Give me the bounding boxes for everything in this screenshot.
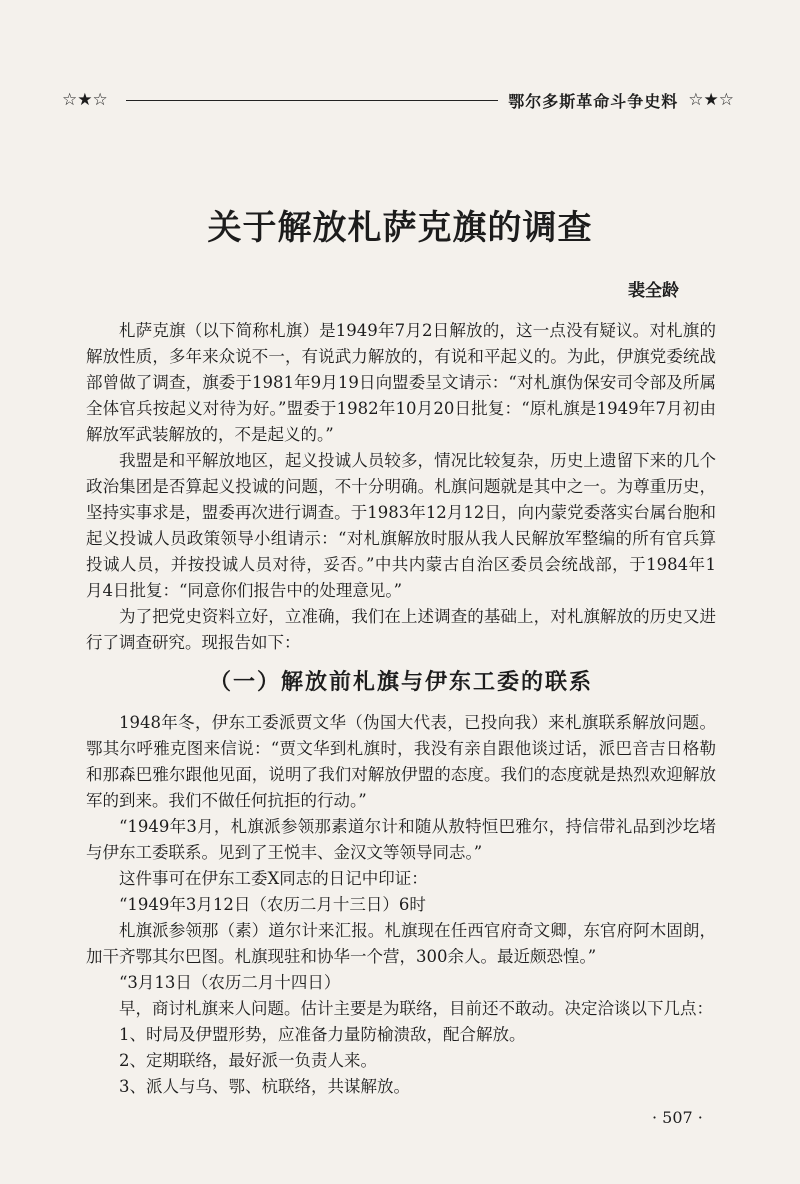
paragraph: “3月13日（农历二月十四日） (119, 973, 341, 992)
article-title: 关于解放札萨克旗的调查 (207, 208, 593, 248)
header-rule (126, 100, 499, 101)
paragraph: 3、派人与乌、鄂、杭联络，共谋解放。 (119, 1077, 410, 1096)
header-title: 鄂尔多斯革命斗争史料 (508, 91, 679, 111)
paragraph: 札萨克旗（以下简称札旗）是1949年7月2日解放的，这一点没有疑议。对札旗的解放性质，多年来众说不一，有说武力解放的，有说和平起义的。为此，伊旗党委统战部曾做了调查，旗委于1981年9月19日向盟委呈文请示：“对札旗伪保安司令部及所属全体官兵按起义对待为好。”盟委于1982年10月20日批复：“原札旗是1949年7月初由解放军武装解放的，不是起义的。” (86, 321, 716, 444)
paragraph: 札旗派参领那（素）道尔计来汇报。札旗现在任西官府奇文卿，东官府阿木固朗，加干齐鄂其尔巴图。札旗现驻和协华一个营，300余人。最近颇恐惶。” (86, 921, 716, 966)
paragraph: “1949年3月，札旗派参领那素道尔计和随从敖特恒巴雅尔，持信带礼品到沙圪堵与伊东工委联系。见到了王悦丰、金汉文等领导同志。” (86, 817, 716, 862)
page-number: · 507 · (652, 1108, 703, 1127)
star-ornament-left: ☆★☆ (62, 90, 108, 110)
star-ornament-right: ☆★☆ (688, 90, 734, 110)
paragraph: 1948年冬，伊东工委派贾文华（伪国大代表，已投向我）来札旗联系解放问题。鄂其尔呼雅克图来信说：“贾文华到札旗时，我没有亲自跟他谈过话，派巴音吉日格勒和那森巴雅尔跟他见面，说明了我们对解放伊盟的态度。我们的态度就是热烈欢迎解放军的到来。我们不做任何抗拒的行动。” (86, 713, 716, 810)
article-body (86, 318, 716, 1100)
paragraph: 这件事可在伊东工委X同志的日记中印证： (119, 869, 428, 888)
paragraph: 为了把党史资料立好，立准确，我们在上述调查的基础上，对札旗解放的历史又进行了调查研究。现报告如下： (86, 607, 716, 652)
paragraph: 我盟是和平解放地区，起义投诚人员较多，情况比较复杂，历史上遗留下来的几个政治集团是否算起义投诚的问题，不十分明确。札旗问题就是其中之一。为尊重历史，坚持实事求是，盟委再次进行调查。于1983年12月12日，向内蒙党委落实台属台胞和起义投诚人员政策领导小组请示：“对札旗解放时服从我人民解放军整编的所有官兵算投诚人员，并按投诚人员对待，妥否。”中共内蒙古自治区委员会统战部，于1984年1月4日批复：“同意你们报告中的处理意见。” (86, 451, 716, 600)
paragraph: 1、时局及伊盟形势，应准备力量防榆溃敌，配合解放。 (119, 1025, 526, 1044)
paragraph: 早，商讨札旗来人问题。估计主要是为联络，目前还不敢动。决定洽谈以下几点： (119, 999, 713, 1018)
paragraph: 2、定期联络，最好派一负责人来。 (119, 1051, 377, 1070)
section-heading: （一）解放前札旗与伊东工委的联系 (208, 669, 593, 695)
running-header (62, 88, 734, 112)
paragraph: “1949年3月12日（农历二月十三日）6时 (119, 895, 426, 914)
author-name: 裴全龄 (628, 281, 679, 301)
